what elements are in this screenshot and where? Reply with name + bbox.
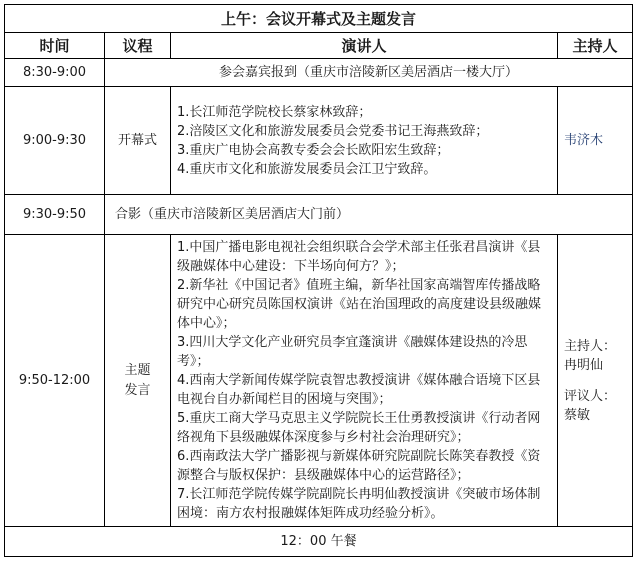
speaker-cell [171, 87, 558, 195]
host-label: 主持人： [564, 338, 617, 354]
list-item: 7.长江师范学院传媒学院副院长冉明仙教授演讲《突破市场体制困境：南方农村报融媒体矩阵成功经验分析》。 [177, 487, 541, 521]
agenda-cell [105, 235, 171, 527]
table-row [5, 527, 633, 557]
list-item: 1.长江师范学院校长蔡家林致辞； [177, 104, 372, 120]
photo-cell: 合影（重庆市涪陵新区美居酒店大门前） [105, 195, 633, 235]
agenda-line: 主题 [124, 362, 151, 378]
spacer [564, 375, 632, 387]
list-item: 4.西南大学新闻传媒学院袁智忠教授演讲《媒体融合语境下区县电视台自办新闻栏目的困境与突围》； [177, 373, 541, 407]
time-cell: 9:00-9:30 [5, 87, 105, 195]
table-row [5, 235, 633, 527]
header-time: 时间 [5, 33, 105, 59]
reviewer-name: 蔡敏 [564, 407, 591, 423]
table-row [5, 87, 633, 195]
table-row [5, 59, 633, 87]
schedule-table [4, 4, 633, 557]
host-name: 冉明仙 [564, 357, 604, 373]
speaker-cell [171, 235, 558, 527]
table-row [5, 195, 633, 235]
table-title: 上午：会议开幕式及主题发言 [5, 5, 633, 33]
list-item: 6.西南政法大学广播影视与新媒体研究院副院长陈笑春教授《资源整合与版权保护：县级融媒体中心的运营路径》； [177, 449, 541, 483]
list-item: 1.中国广播电影电视社会组织联合会学术部主任张君昌演讲《县级融媒体中心建设：下半场向何方？》； [177, 240, 541, 274]
speaker-list [171, 97, 557, 185]
agenda-cell: 开幕式 [105, 87, 171, 195]
list-item: 3.重庆广电协会高教专委会会长欧阳宏生致辞； [177, 142, 450, 158]
agenda-line: 发言 [124, 382, 151, 398]
list-item: 4.重庆市文化和旅游发展委员会江卫宁致辞。 [177, 161, 437, 177]
reviewer-label: 评议人： [564, 388, 617, 404]
speaker-list [171, 236, 557, 525]
list-item: 2.涪陵区文化和旅游发展委员会党委书记王海燕致辞； [177, 123, 489, 139]
header-host: 主持人 [558, 33, 633, 59]
header-agenda: 议程 [105, 33, 171, 59]
list-item: 5.重庆工商大学马克思主义学院院长王仕勇教授演讲《行动者网络视角下县级融媒体深度参与乡村社会治理研究》； [177, 411, 541, 445]
lunch-cell: 12：00 午餐 [5, 527, 633, 557]
list-item: 2.新华社《中国记者》值班主编，新华社国家高端智库传播战略研究中心研究员陈国权演讲《站在治国理政的高度建设县级融媒体中心》； [177, 278, 542, 331]
registration-cell: 参会嘉宾报到（重庆市涪陵新区美居酒店一楼大厅） [105, 59, 633, 87]
list-item: 3.四川大学文化产业研究员李宜蓬演讲《融媒体建设热的冷思考》； [177, 335, 528, 369]
host-cell [558, 235, 633, 527]
time-cell: 8:30-9:00 [5, 59, 105, 87]
header-row [5, 33, 633, 59]
time-cell: 9:30-9:50 [5, 195, 105, 235]
header-speaker: 演讲人 [171, 33, 558, 59]
time-cell: 9:50-12:00 [5, 235, 105, 527]
host-cell: 韦济木 [558, 87, 633, 195]
